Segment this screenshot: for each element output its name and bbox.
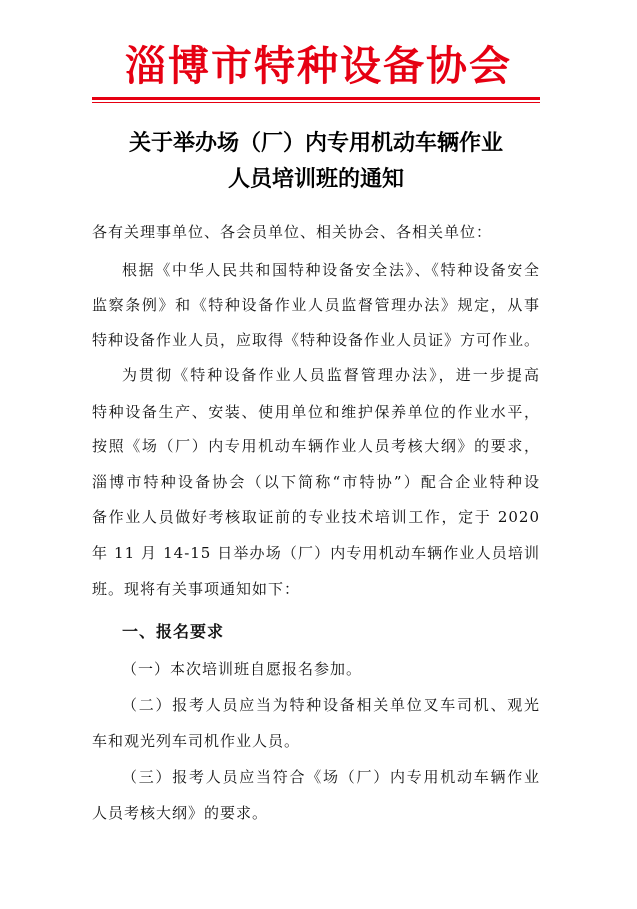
- paragraph-2-line: 淄博市特种设备协会（以下简称“市特协”）配合企业特种设: [92, 473, 540, 491]
- requirement-2-line: 车和观光列车司机作业人员。: [92, 732, 301, 750]
- requirement-1: （一）本次培训班自愿报名参加。: [122, 660, 363, 678]
- paragraph-1-line: 特种设备作业人员，应取得《特种设备作业人员证》方可作业。: [92, 331, 541, 349]
- paragraph-1-line: 根据《中华人民共和国特种设备安全法》、《特种设备安全: [122, 261, 540, 279]
- paragraph-2-line: 按照《场（厂）内专用机动车辆作业人员考核大纲》的要求，: [92, 437, 540, 455]
- requirement-3-line: 人员考核大纲》的要求。: [92, 804, 269, 822]
- letterhead-org-name: 淄博市特种设备协会: [125, 42, 512, 90]
- paragraph-2-line: 班。现将有关事项通知如下：: [92, 580, 301, 598]
- letterhead-rule-thin: [92, 102, 540, 103]
- section-1-heading: 一、报名要求: [122, 622, 225, 641]
- paragraph-1-line: 监察条例》和《特种设备作业人员监督管理办法》规定，从事: [92, 296, 540, 314]
- paragraph-2-line: 特种设备生产、安装、使用单位和维护保养单位的作业水平，: [92, 403, 540, 421]
- notice-title-line-1: 关于举办场（厂）内专用机动车辆作业: [128, 130, 503, 156]
- requirement-3-line: （三）报考人员应当符合《场（厂）内专用机动车辆作业: [122, 768, 540, 786]
- notice-title-line-2: 人员培训班的通知: [227, 166, 404, 192]
- paragraph-2-line: 为贯彻《特种设备作业人员监督管理办法》，进一步提高: [122, 366, 540, 384]
- requirement-2-line: （二）报考人员应当为特种设备相关单位叉车司机、观光: [122, 696, 540, 714]
- paragraph-2-line: 年 11 月 14-15 日举办场（厂）内专用机动车辆作业人员培训: [92, 544, 540, 562]
- letterhead-rule-thick: [92, 97, 540, 100]
- paragraph-2-line: 备作业人员做好考核取证前的专业技术培训工作，定于 2020: [92, 508, 540, 526]
- salutation: 各有关理事单位、各会员单位、相关协会、各相关单位：: [92, 223, 493, 241]
